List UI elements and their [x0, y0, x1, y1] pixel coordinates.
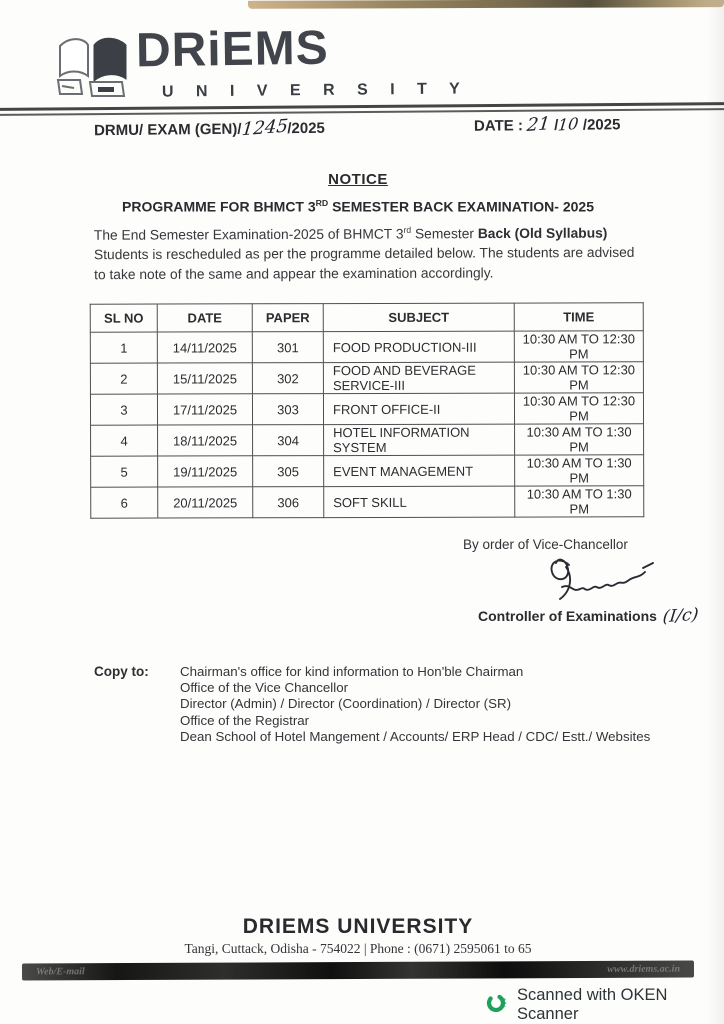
- copy-to-item: Office of the Registrar: [180, 712, 310, 728]
- signatory-title: [478, 606, 698, 626]
- copy-to-list: [180, 664, 650, 745]
- footer-address: Tangi, Cuttack, Odisha - 754022 | Phone : (0671) 2595061 to 65: [184, 941, 532, 956]
- ref-number-handwritten: 1245: [240, 115, 289, 141]
- brand-subtitle: U N I V E R S I T Y: [161, 80, 469, 101]
- copy-to-item: Director (Admin) / Director (Coordination) / Director (SR): [180, 696, 512, 712]
- cell-time: 10:30 AM TO 1:30 PM: [515, 424, 644, 455]
- cell-subject: FOOD AND BEVERAGE SERVICE-III: [323, 362, 514, 393]
- cell-slno: 2: [90, 363, 157, 394]
- cell-paper: 306: [253, 487, 324, 518]
- date-separator-2: /: [582, 116, 588, 134]
- column-header-subject: SUBJECT: [323, 303, 514, 331]
- date-year: 2025: [586, 116, 621, 134]
- by-order-text: By order of Vice-Chancellor: [463, 537, 628, 552]
- cell-slno: 3: [90, 394, 157, 425]
- scanner-watermark-label: Scanned with OKEN Scanner: [517, 986, 668, 1023]
- cell-slno: 1: [90, 332, 157, 363]
- cell-paper: 304: [253, 425, 324, 456]
- signatory-ic-handwritten: (I/c): [661, 604, 700, 628]
- cell-subject: HOTEL INFORMATION SYSTEM: [324, 424, 515, 455]
- paragraph-part: Students is rescheduled as per the programme detailed below. The students are advised to take note of the same and appear the examination accordingly.: [93, 245, 635, 283]
- cell-date: 14/11/2025: [157, 332, 252, 363]
- heading-superscript: RD: [315, 198, 329, 208]
- oken-scanner-logo-icon: [486, 992, 508, 1019]
- ref-prefix: DRMU/ EXAM (GEN)/: [93, 120, 242, 140]
- reference-number: [94, 117, 325, 140]
- table-row: [90, 393, 643, 425]
- date-separator: /: [554, 116, 559, 134]
- cell-paper: 305: [253, 456, 324, 487]
- cell-time: 10:30 AM TO 12:30 PM: [514, 362, 643, 393]
- date-day-handwritten: 21: [525, 113, 552, 136]
- ref-suffix: /2025: [287, 119, 325, 138]
- copy-to-label: Copy to:: [94, 664, 149, 679]
- column-header-slno: SL NO: [90, 304, 157, 332]
- scan-smudge-top: [248, 0, 724, 9]
- notice-paragraph: [94, 223, 648, 285]
- university-logo open-book-icon: [50, 30, 134, 111]
- cell-date: 17/11/2025: [157, 394, 252, 425]
- paragraph-part: The End Semester Examination-2025 of BHMCT 3: [93, 226, 404, 243]
- handwritten-signature-icon: [545, 553, 665, 614]
- brand-name: DRiEMS: [135, 21, 330, 78]
- cell-date: 20/11/2025: [158, 487, 253, 518]
- cell-time: 10:30 AM TO 12:30 PM: [514, 393, 643, 424]
- column-header-time: TIME: [514, 303, 643, 331]
- cell-paper: 303: [252, 394, 323, 425]
- programme-heading: [0, 198, 716, 215]
- copy-to-item: Chairman's office for kind information to Hon'ble Chairman: [180, 664, 524, 679]
- footer-smudge-left-text: Web/E-mail: [35, 966, 85, 978]
- heading-post: SEMESTER BACK EXAMINATION- 2025: [328, 198, 594, 215]
- table-row: [90, 362, 643, 394]
- cell-time: 10:30 AM TO 1:30 PM: [515, 486, 644, 517]
- cell-subject: FRONT OFFICE-II: [323, 393, 514, 424]
- cell-subject: EVENT MANAGEMENT: [324, 455, 515, 486]
- cell-time: 10:30 AM TO 1:30 PM: [515, 455, 644, 486]
- footer-smudge-right-text: www.driems.ac.in: [607, 963, 681, 975]
- cell-date: 15/11/2025: [157, 363, 252, 394]
- cell-subject: FOOD PRODUCTION-III: [323, 331, 514, 362]
- column-header-date: DATE: [157, 304, 252, 332]
- cell-date: 19/11/2025: [158, 456, 253, 487]
- cell-slno: 6: [91, 487, 158, 518]
- cell-paper: 301: [252, 332, 323, 363]
- cell-slno: 4: [91, 425, 158, 456]
- paragraph-part: Semester: [411, 226, 478, 242]
- paragraph-bold-part: Back (Old Syllabus): [477, 225, 608, 242]
- cell-time: 10:30 AM TO 12:30 PM: [514, 331, 643, 362]
- table-row: [91, 486, 644, 518]
- scanner-watermark: [486, 986, 724, 1024]
- exam-schedule-table: [90, 302, 645, 518]
- cell-paper: 302: [252, 363, 323, 394]
- footer-university-name: DRIEMS UNIVERSITY: [242, 915, 474, 938]
- copy-to-item: Office of the Vice Chancellor: [180, 680, 349, 696]
- table-row: [91, 455, 644, 487]
- date-line: [474, 113, 621, 136]
- notice-title: NOTICE: [328, 171, 388, 188]
- cell-slno: 5: [91, 456, 158, 487]
- paragraph-superscript: rd: [403, 224, 412, 235]
- cell-date: 18/11/2025: [158, 425, 253, 456]
- table-header-row: [90, 303, 643, 332]
- signatory-title-text: Controller of Examinations: [478, 608, 657, 624]
- footer-smudged-contact-bar: [22, 961, 694, 981]
- table-row: [91, 424, 644, 456]
- column-header-paper: PAPER: [252, 304, 323, 332]
- heading-pre: PROGRAMME FOR BHMCT 3: [122, 198, 316, 215]
- date-month-handwritten: 10: [557, 113, 580, 135]
- table-row: [90, 331, 643, 363]
- date-label: DATE :: [473, 117, 523, 135]
- copy-to-item: Dean School of Hotel Mangement / Accounts/ ERP Head / CDC/ Estt./ Websites: [180, 728, 651, 744]
- cell-subject: SOFT SKILL: [324, 486, 515, 517]
